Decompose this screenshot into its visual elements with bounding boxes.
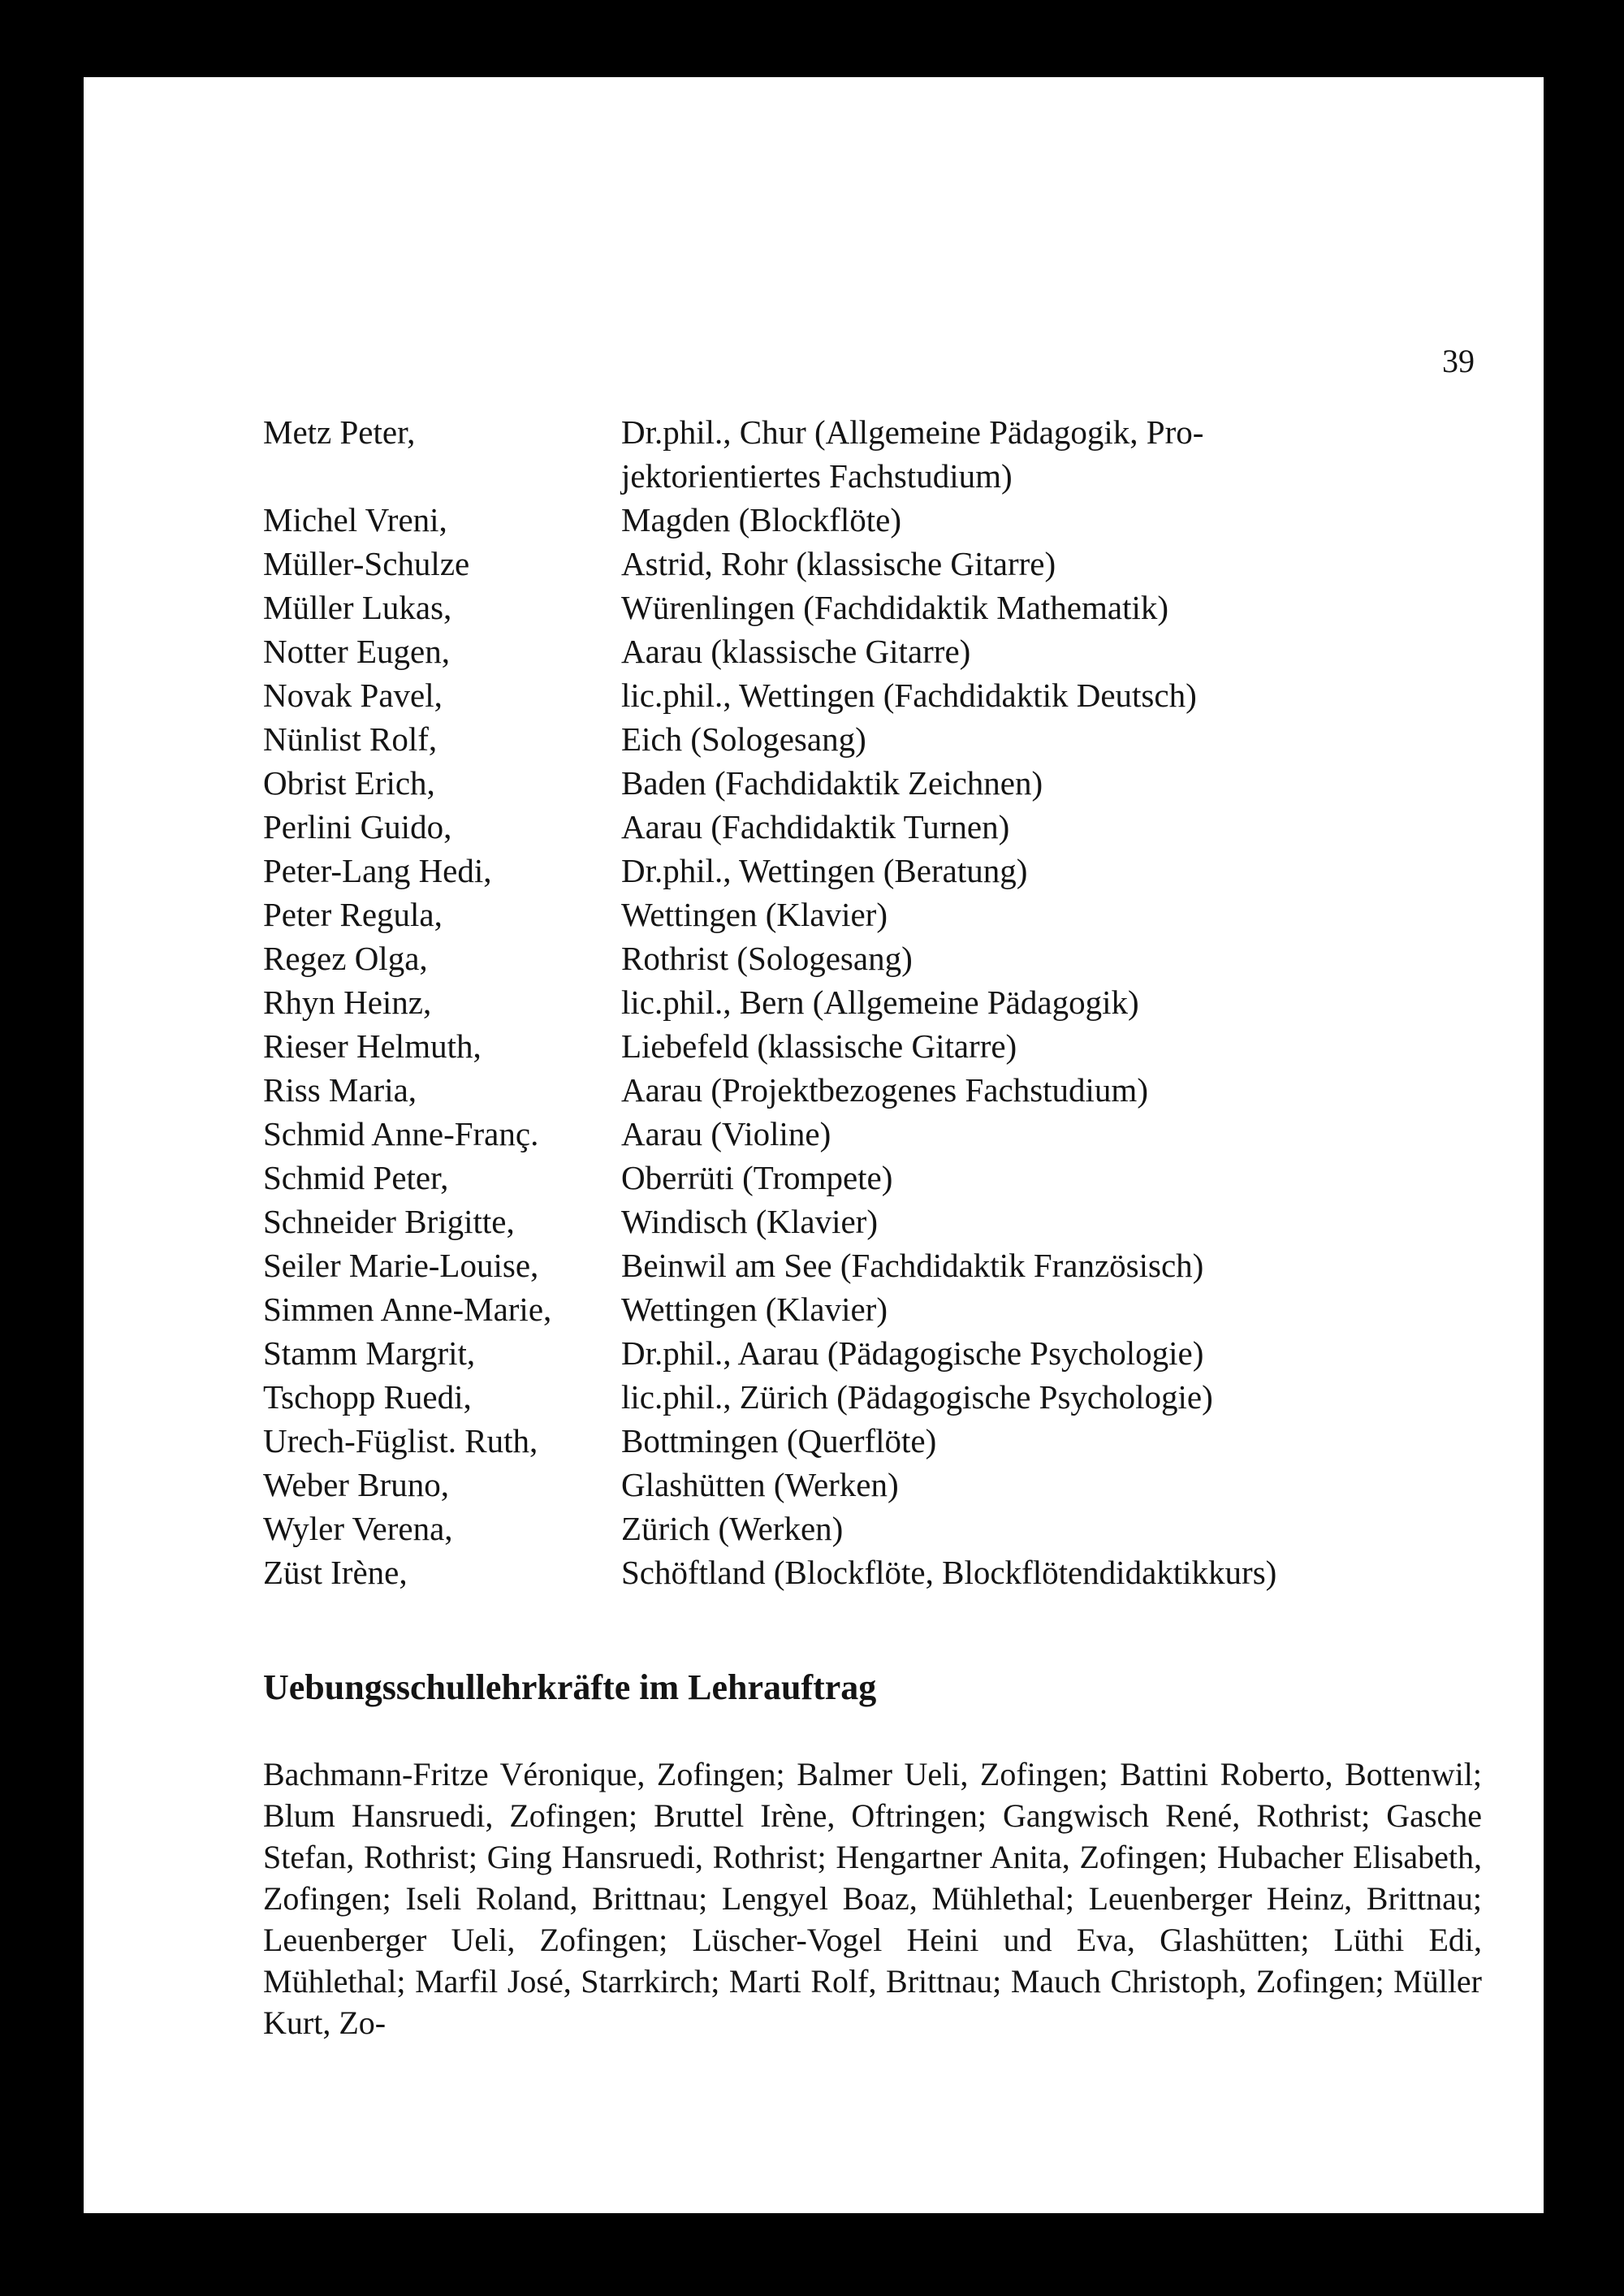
roster-detail: Wettingen (Klavier) (621, 896, 888, 933)
roster-detail: Dr.phil., Aarau (Pädagogische Psychologie) (621, 1334, 1204, 1372)
staff-roster (263, 410, 1481, 1594)
roster-row (263, 1550, 1481, 1594)
roster-detail: lic.phil., Bern (Allgemeine Pädagogik) (621, 984, 1139, 1021)
roster-row (263, 542, 1481, 586)
roster-row (263, 1156, 1481, 1200)
roster-row (263, 1243, 1481, 1287)
roster-name: Rieser Helmuth, (263, 1027, 482, 1065)
roster-detail: Bottmingen (Querflöte) (621, 1422, 937, 1459)
roster-name: Riss Maria, (263, 1071, 417, 1109)
roster-name: Tschopp Ruedi, (263, 1378, 472, 1416)
roster-detail: Beinwil am See (Fachdidaktik Französisch) (621, 1247, 1204, 1284)
roster-name: Stamm Margrit, (263, 1334, 476, 1372)
roster-row (263, 1463, 1481, 1507)
roster-name: Novak Pavel, (263, 677, 443, 714)
roster-row (263, 1024, 1481, 1068)
roster-row (263, 586, 1481, 629)
roster-detail: Windisch (Klavier) (621, 1203, 878, 1240)
roster-row (263, 673, 1481, 717)
roster-name: Peter Regula, (263, 896, 443, 933)
roster-detail: Eich (Sologesang) (621, 720, 866, 758)
roster-detail: Würenlingen (Fachdidaktik Mathematik) (621, 589, 1169, 626)
roster-detail: Aarau (Projektbezogenes Fachstudium) (621, 1071, 1148, 1109)
roster-detail: Aarau (Violine) (621, 1115, 831, 1152)
roster-name: Obrist Erich, (263, 764, 435, 802)
roster-name: Müller Lukas, (263, 589, 452, 626)
roster-detail: Wettingen (Klavier) (621, 1291, 888, 1328)
roster-name: Schmid Peter, (263, 1159, 449, 1196)
roster-row (263, 1375, 1481, 1419)
roster-name: Schneider Brigitte, (263, 1203, 515, 1240)
document-page (84, 77, 1544, 2213)
roster-row (263, 498, 1481, 542)
roster-name: Züst Irène, (263, 1554, 408, 1591)
roster-detail: Dr.phil., Wettingen (Beratung) (621, 852, 1028, 889)
roster-row (263, 1287, 1481, 1331)
roster-detail: jektorientiertes Fachstudium) (621, 457, 1013, 495)
roster-row (263, 980, 1481, 1024)
roster-row (263, 893, 1481, 936)
roster-name: Notter Eugen, (263, 633, 450, 670)
roster-name: Müller-Schulze (263, 545, 470, 582)
roster-name: Seiler Marie-Louise, (263, 1247, 539, 1284)
roster-row-continuation (263, 454, 1481, 498)
practice-school-teachers-paragraph: Bachmann-Fritze Véronique, Zofingen; Balmer Ueli, Zofingen; Battini Roberto, Bottenwil; Blum Hansruedi, Zofingen; Bruttel Irène, Oftringen; Gangwisch René, Rothrist; Gasche Stefan, Rothrist; Ging Hansruedi, Rothrist; Hengartner Anita, Zofingen; Hubacher Elisabeth, Zofingen; Iseli Roland, Brittnau; Lengyel Boaz, Mühlethal; Leuenberger Heinz, Brittnau; Leuenberger Ueli, Zofingen; Lüscher-Vogel Heini und Eva, Glashütten; Lüthi Edi, Mühlethal; Marfil José, Starrkirch; Marti Rolf, Brittnau; Mauch Christoph, Zofingen; Müller Kurt, Zo- (263, 1756, 1482, 2041)
roster-row (263, 761, 1481, 805)
roster-detail: Aarau (klassische Gitarre) (621, 633, 971, 670)
roster-detail: lic.phil., Wettingen (Fachdidaktik Deutsch) (621, 677, 1197, 714)
roster-row (263, 717, 1481, 761)
roster-row (263, 1112, 1481, 1156)
roster-name: Regez Olga, (263, 940, 428, 977)
roster-name: Schmid Anne-Franç. (263, 1115, 539, 1152)
roster-detail: Aarau (Fachdidaktik Turnen) (621, 808, 1010, 845)
roster-name: Simmen Anne-Marie, (263, 1291, 552, 1328)
roster-name: Nünlist Rolf, (263, 720, 438, 758)
roster-name: Wyler Verena, (263, 1510, 453, 1547)
roster-detail: Magden (Blockflöte) (621, 501, 901, 538)
roster-name: Rhyn Heinz, (263, 984, 432, 1021)
page-number: 39 (1442, 343, 1475, 379)
roster-row (263, 1419, 1481, 1463)
roster-row (263, 629, 1481, 673)
section-heading: Uebungsschullehrkräfte im Lehrauftrag (263, 1667, 877, 1707)
roster-detail: Dr.phil., Chur (Allgemeine Pädagogik, Pro- (621, 413, 1204, 451)
roster-name: Peter-Lang Hedi, (263, 852, 492, 889)
roster-row (263, 1068, 1481, 1112)
roster-detail: lic.phil., Zürich (Pädagogische Psychologie) (621, 1378, 1213, 1416)
roster-row (263, 410, 1481, 454)
roster-detail: Glashütten (Werken) (621, 1466, 899, 1503)
roster-row (263, 1200, 1481, 1243)
roster-detail: Baden (Fachdidaktik Zeichnen) (621, 764, 1043, 802)
roster-row (263, 1331, 1481, 1375)
roster-row (263, 849, 1481, 893)
roster-name: Metz Peter, (263, 413, 416, 451)
roster-detail: Zürich (Werken) (621, 1510, 844, 1547)
roster-row (263, 936, 1481, 980)
roster-name: Urech-Füglist. Ruth, (263, 1422, 538, 1459)
roster-name: Michel Vreni, (263, 501, 447, 538)
roster-row (263, 805, 1481, 849)
roster-detail: Schöftland (Blockflöte, Blockflötendidaktikkurs) (621, 1554, 1277, 1591)
roster-detail: Liebefeld (klassische Gitarre) (621, 1027, 1017, 1065)
roster-row (263, 1507, 1481, 1550)
roster-detail: Rothrist (Sologesang) (621, 940, 913, 977)
roster-name: Perlini Guido, (263, 808, 452, 845)
roster-detail: Oberrüti (Trompete) (621, 1159, 893, 1196)
roster-detail: Astrid, Rohr (klassische Gitarre) (621, 545, 1056, 582)
roster-name: Weber Bruno, (263, 1466, 449, 1503)
